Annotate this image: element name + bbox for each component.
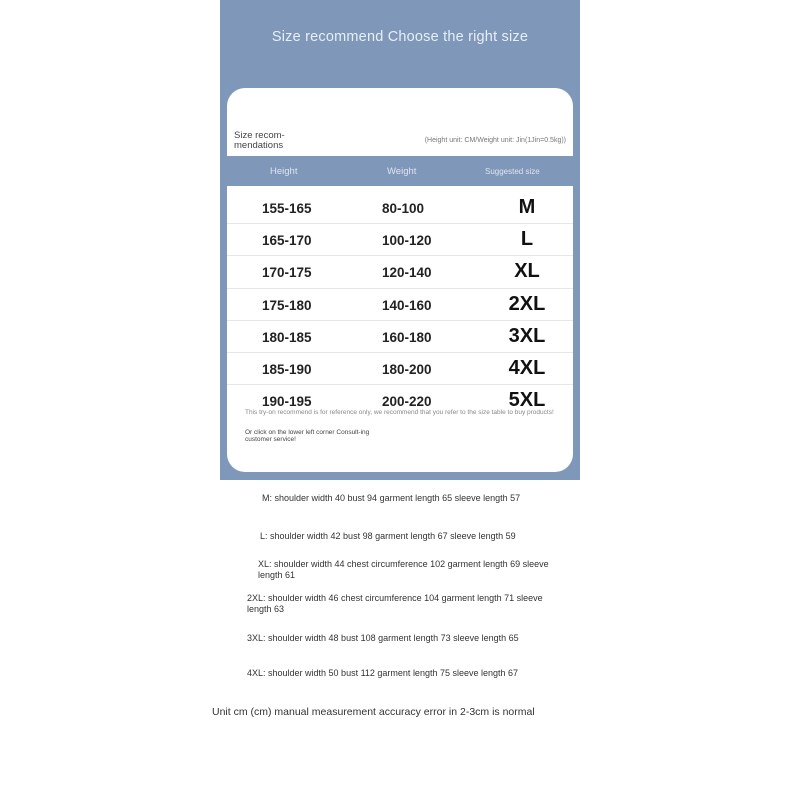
header-height: Height (270, 166, 298, 177)
measurement-footer: Unit cm (cm) manual measurement accuracy error in 2-3cm is normal (212, 706, 535, 718)
header-weight: Weight (387, 166, 417, 177)
height-cell: 180-185 (262, 329, 312, 345)
table-row (227, 321, 573, 353)
height-cell: 190-195 (262, 394, 312, 410)
height-cell: 175-180 (262, 297, 312, 313)
size-cell: XL (514, 260, 540, 283)
table-row (227, 256, 573, 288)
unit-note: (Height unit: CM/Weight unit: Jin(1Jin=0.5kg)) (424, 137, 566, 144)
table-row (227, 353, 573, 385)
height-cell: 165-170 (262, 233, 312, 249)
size-table-body (227, 192, 573, 416)
height-cell: 170-175 (262, 265, 312, 281)
table-row (227, 289, 573, 321)
height-cell: 185-190 (262, 361, 312, 377)
size-chart-poster (220, 0, 580, 480)
weight-cell: 100-120 (382, 233, 432, 249)
size-cell: 4XL (508, 356, 546, 379)
weight-cell: 200-220 (382, 394, 432, 410)
size-card (227, 88, 573, 472)
height-cell: 155-165 (262, 201, 312, 216)
spec-m: M: shoulder width 40 bust 94 garment length 65 sleeve length 57 (262, 493, 521, 503)
table-header (227, 156, 573, 186)
spec-4xl: 4XL: shoulder width 50 bust 112 garment length 75 sleeve length 67 (247, 668, 519, 678)
weight-cell: 180-200 (382, 361, 432, 377)
spec-xl: XL: shoulder width 44 chest circumference 102 garment length 69 sleeve length 61 (258, 559, 549, 580)
weight-cell: 160-180 (382, 329, 432, 345)
weight-cell: 80-100 (382, 201, 425, 216)
disclaimer: This try-on recommend is for reference only, we recommend that you refer to the size table to buy products! (245, 409, 554, 416)
poster-title: Size recommend Choose the right size (271, 29, 529, 45)
table-row (227, 192, 573, 224)
card-heading: Size recom- mendations (234, 130, 285, 151)
size-cell: 5XL (508, 389, 546, 412)
table-row (227, 224, 573, 256)
contact-note: Or click on the lower left corner Consult-ing customer service! (245, 429, 370, 443)
weight-cell: 120-140 (382, 265, 432, 281)
spec-2xl: 2XL: shoulder width 46 chest circumference 104 garment length 71 sleeve length 63 (247, 593, 543, 614)
size-cell: 3XL (508, 324, 546, 347)
size-cell: 2XL (508, 292, 546, 315)
size-cell: L (520, 228, 534, 251)
spec-3xl: 3XL: shoulder width 48 bust 108 garment length 73 sleeve length 65 (247, 633, 519, 643)
weight-cell: 140-160 (382, 297, 432, 313)
header-suggested-size: Suggested size (485, 167, 540, 176)
size-cell: M (518, 196, 536, 218)
spec-l: L: shoulder width 42 bust 98 garment length 67 sleeve length 59 (260, 531, 516, 541)
